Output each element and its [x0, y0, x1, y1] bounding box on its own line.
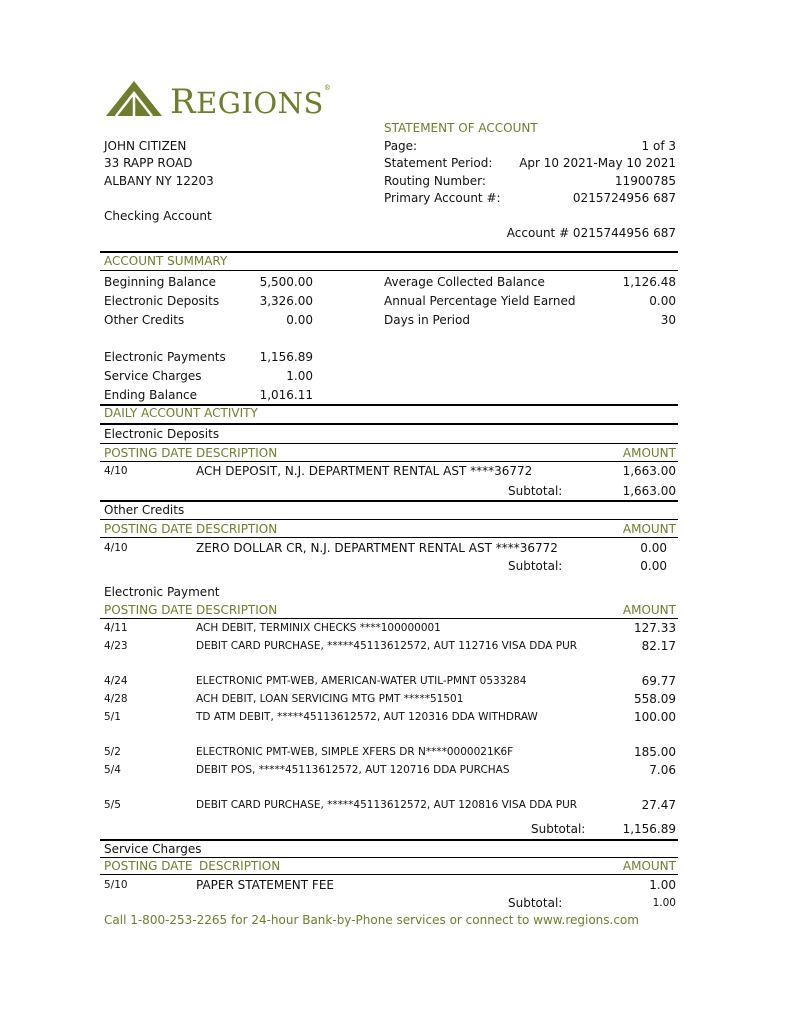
divider	[100, 270, 678, 271]
customer-street: 33 RAPP ROAD	[104, 156, 193, 170]
txn-amount: 100.00	[634, 710, 676, 724]
account-type: Checking Account	[104, 209, 212, 223]
col-amount: AMOUNT	[622, 446, 676, 460]
col-posting-date: POSTING DATE	[104, 522, 193, 536]
page-label: Page:	[384, 139, 418, 153]
divider	[100, 251, 678, 253]
txn-description: ELECTRONIC PMT-WEB, AMERICAN-WATER UTIL-PMNT 0533284	[196, 675, 527, 687]
period-value: Apr 10 2021-May 10 2021	[519, 156, 676, 170]
section-title: Electronic Deposits	[104, 427, 220, 441]
subtotal-value: 0.00	[640, 559, 667, 573]
txn-date: 5/5	[104, 799, 121, 811]
primary-account-value: 0215724956 687	[572, 191, 676, 205]
col-description: DESCRIPTION	[196, 522, 278, 536]
footer-contact: Call 1-800-253-2265 for 24-hour Bank-by-Phone services or connect to www.regions.com	[104, 913, 639, 927]
summary-label: Electronic Deposits	[104, 294, 220, 308]
txn-date: 5/2	[104, 746, 121, 758]
customer-city: ALBANY NY 12203	[104, 174, 214, 188]
subtotal-label: Subtotal:	[508, 484, 563, 498]
txn-amount: 1.00	[649, 878, 676, 892]
divider	[100, 461, 678, 462]
txn-date: 4/10	[104, 542, 128, 554]
divider	[100, 839, 678, 841]
txn-description: ZERO DOLLAR CR, N.J. DEPARTMENT RENTAL AST ****36772	[196, 541, 558, 555]
customer-name: JOHN CITIZEN	[104, 139, 187, 153]
col-description: DESCRIPTION	[196, 603, 278, 617]
txn-description: ACH DEPOSIT, N.J. DEPARTMENT RENTAL AST ****36772	[196, 464, 533, 478]
summary-value: 0.00	[286, 313, 313, 327]
period-label: Statement Period:	[384, 156, 493, 170]
summary-heading: ACCOUNT SUMMARY	[104, 254, 228, 268]
col-posting-date: POSTING DATE	[104, 446, 193, 460]
summary-value: 1.00	[286, 369, 313, 383]
summary-label: Days in Period	[384, 313, 470, 327]
txn-date: 4/23	[104, 640, 128, 652]
divider	[100, 857, 678, 858]
summary-label: Annual Percentage Yield Earned	[384, 294, 576, 308]
col-amount: AMOUNT	[622, 603, 676, 617]
col-description: DESCRIPTION	[199, 859, 281, 873]
summary-value: 1,126.48	[622, 275, 676, 289]
divider	[100, 500, 678, 502]
txn-date: 4/24	[104, 675, 128, 687]
summary-value: 1,156.89	[259, 350, 313, 364]
txn-amount: 82.17	[641, 639, 676, 653]
col-posting-date: POSTING DATE	[104, 603, 193, 617]
subtotal-value: 1,156.89	[622, 822, 676, 836]
bank-logo-wordmark: REGIONS®	[170, 82, 332, 122]
summary-value: 0.00	[649, 294, 676, 308]
summary-value: 1,016.11	[259, 388, 313, 402]
txn-description: ACH DEBIT, LOAN SERVICING MTG PMT *****51501	[196, 693, 464, 705]
txn-amount: 127.33	[634, 621, 676, 635]
txn-amount: 185.00	[634, 745, 676, 759]
divider	[100, 519, 678, 520]
divider	[100, 537, 678, 538]
txn-description: DEBIT POS, *****45113612572, AUT 120716 DDA PURCHAS	[196, 764, 510, 776]
section-title: Other Credits	[104, 503, 185, 517]
subtotal-value: 1,663.00	[622, 484, 676, 498]
txn-date: 4/10	[104, 465, 128, 477]
subtotal-value: 1.00	[652, 897, 676, 909]
txn-amount: 27.47	[641, 798, 676, 812]
regions-triangle-logo-icon	[106, 80, 162, 116]
divider	[100, 618, 678, 619]
col-posting-date: POSTING DATE	[104, 859, 193, 873]
col-amount: AMOUNT	[622, 859, 676, 873]
summary-label: Other Credits	[104, 313, 185, 327]
summary-label: Ending Balance	[104, 388, 198, 402]
txn-amount: 7.06	[649, 763, 676, 777]
txn-date: 5/10	[104, 879, 128, 891]
txn-description: ACH DEBIT, TERMINIX CHECKS ****100000001	[196, 622, 441, 634]
summary-label: Beginning Balance	[104, 275, 217, 289]
subtotal-label: Subtotal:	[508, 559, 563, 573]
txn-description: ELECTRONIC PMT-WEB, SIMPLE XFERS DR N****0000021K6F	[196, 746, 514, 758]
primary-account-label: Primary Account #:	[384, 191, 501, 205]
txn-amount: 1,663.00	[622, 464, 676, 478]
divider	[100, 443, 678, 444]
txn-amount: 69.77	[641, 674, 676, 688]
activity-heading: DAILY ACCOUNT ACTIVITY	[104, 406, 258, 420]
txn-amount: 558.09	[634, 692, 676, 706]
page-value: 1 of 3	[641, 139, 676, 153]
txn-amount: 0.00	[640, 541, 667, 555]
subtotal-label: Subtotal:	[531, 822, 586, 836]
routing-label: Routing Number:	[384, 174, 486, 188]
summary-label: Service Charges	[104, 369, 202, 383]
txn-date: 5/1	[104, 711, 121, 723]
summary-value: 5,500.00	[259, 275, 313, 289]
txn-date: 4/11	[104, 622, 128, 634]
routing-value: 11900785	[614, 174, 676, 188]
summary-value: 30	[660, 313, 676, 327]
subtotal-label: Subtotal:	[508, 896, 563, 910]
col-description: DESCRIPTION	[196, 446, 278, 460]
summary-label: Electronic Payments	[104, 350, 226, 364]
statement-heading: STATEMENT OF ACCOUNT	[384, 121, 538, 135]
section-title: Electronic Payment	[104, 585, 220, 599]
section-title: Service Charges	[104, 842, 202, 856]
divider	[100, 874, 678, 875]
divider	[100, 423, 678, 425]
summary-value: 3,326.00	[259, 294, 313, 308]
txn-description: PAPER STATEMENT FEE	[196, 878, 334, 892]
txn-description: DEBIT CARD PURCHASE, *****45113612572, AUT 120816 VISA DDA PUR	[196, 799, 578, 811]
account-number-line: Account # 0215744956 687	[506, 226, 676, 240]
txn-description: DEBIT CARD PURCHASE, *****45113612572, AUT 112716 VISA DDA PUR	[196, 640, 578, 652]
col-amount: AMOUNT	[622, 522, 676, 536]
txn-description: TD ATM DEBIT, *****45113612572, AUT 120316 DDA WITHDRAW	[196, 711, 538, 723]
txn-date: 5/4	[104, 764, 121, 776]
summary-label: Average Collected Balance	[384, 275, 545, 289]
txn-date: 4/28	[104, 693, 128, 705]
